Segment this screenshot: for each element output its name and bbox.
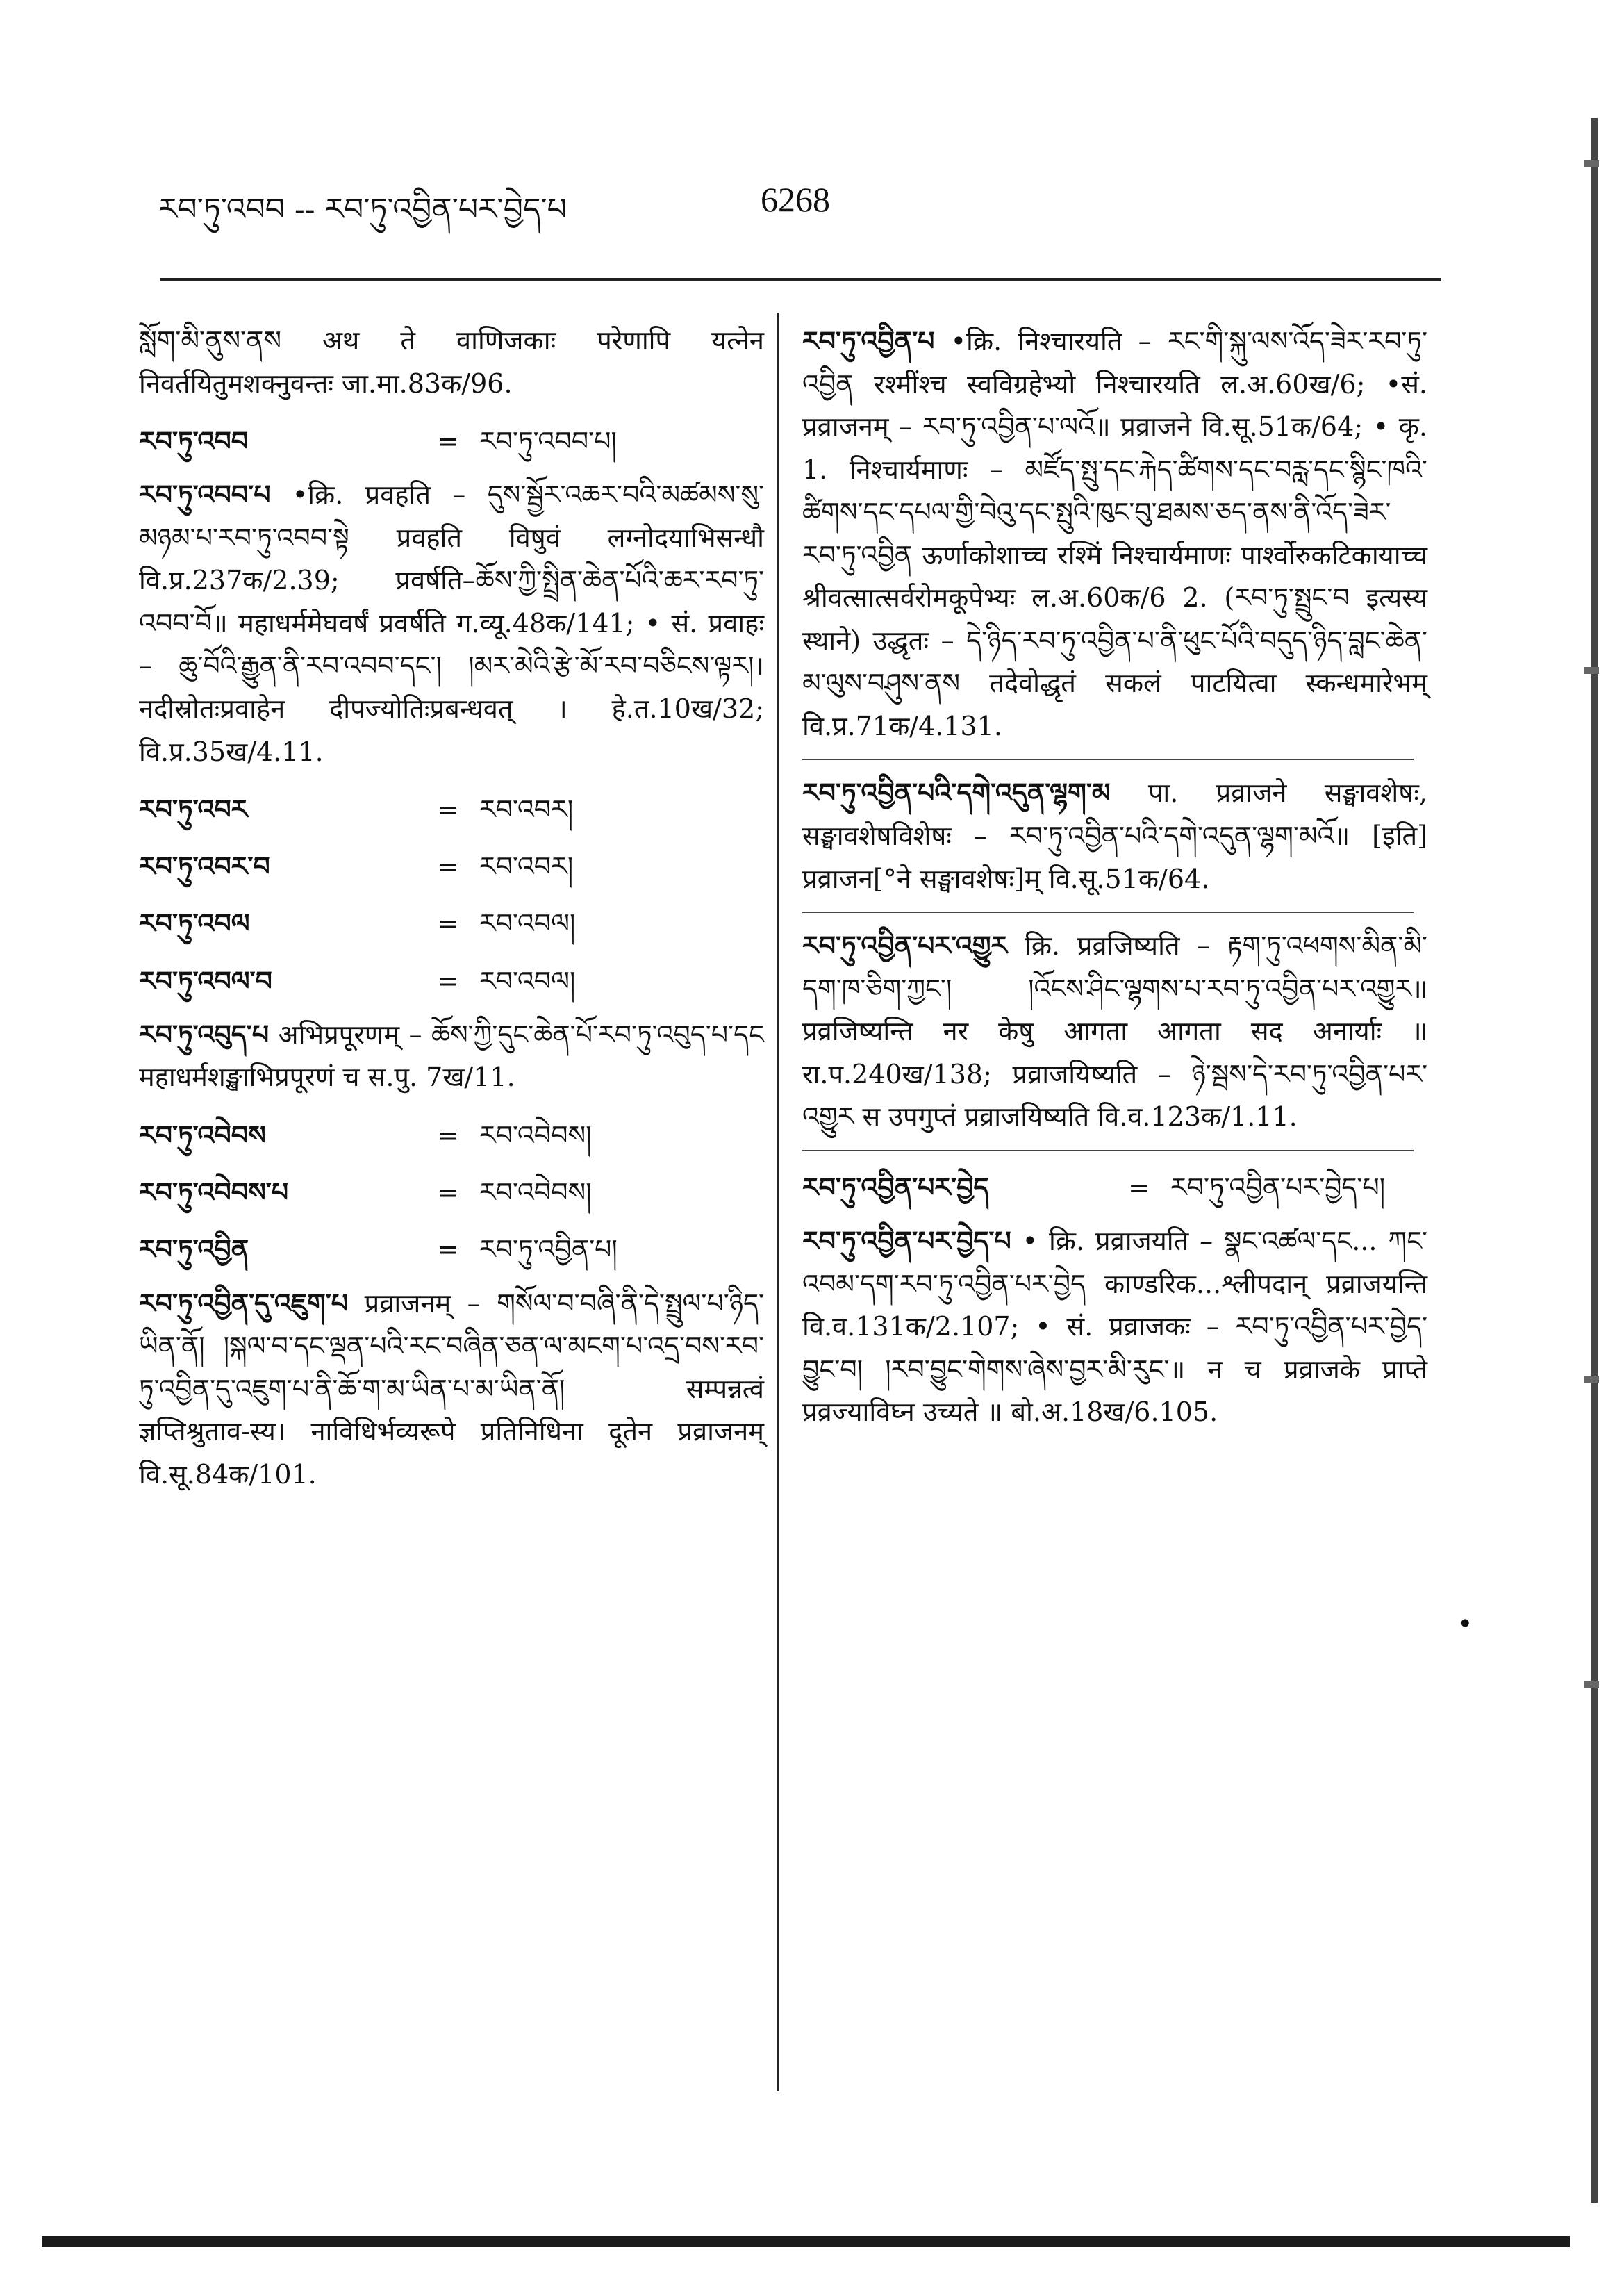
scan-speck bbox=[1584, 160, 1599, 167]
equals-sign: = bbox=[437, 908, 459, 939]
headword: རབ་ཏུ་འབྱིན་པར་བྱེད bbox=[802, 1171, 989, 1203]
entry-body: प्रव्राजनम् – གསོལ་བ་བཞི་ནི་དེ་སྤྲུལ་པ་ཉིད་ཡིན་ནོ། །སྐལ་བ་དང་ལྡན་པའི་རང་བཞིན་ཅན་ལ་མངག་པ་འདྲ་བས་རབ་ཏུ་འབྱིན་དུ་འཇུག་པ་ནི་ཆོ་ག་མ་ཡིན་པ་མ་ཡིན་ནོ། सम्पन्नत्वं ज्ञप्तिश्रुताव-स्य। नाविधिर्भव्यरूपे प्रतिनिधिना दूतेन प्रव्राजनम् वि.सू.84क/101. bbox=[139, 1287, 764, 1490]
column-divider bbox=[777, 313, 779, 2091]
entry-body: पा. प्रव्राजने सङ्घावशेषः, सङ्घावशेषविशेषः – རབ་ཏུ་འབྱིན་པའི་དགེ་འདུན་ལྷག་མའོ॥ [इति] प्रव्राजन[°ने सङ्घावशेषः]म् वि.सू.51क/64. bbox=[802, 777, 1427, 894]
xref-entry bbox=[139, 1167, 764, 1217]
headword: རབ་ཏུ་འབབ་པ bbox=[139, 479, 271, 511]
headword: རབ་ཏུ་འབབ bbox=[139, 425, 249, 457]
right-column bbox=[802, 320, 1427, 1445]
left-column bbox=[139, 320, 764, 1507]
equals-sign: = bbox=[437, 794, 459, 825]
dictionary-entry bbox=[802, 320, 1427, 748]
entry-continuation: སློག་མི་ནུས་ནས अथ ते वाणिजकाः परेणापि यत्नेन निवर्तयितुमशक्नुवन्तः जा.मा.83क/96. bbox=[139, 325, 764, 399]
dictionary-entry bbox=[139, 1013, 764, 1099]
xref-entry bbox=[139, 841, 764, 891]
xref-target: རབ་འབེབས། bbox=[479, 1177, 592, 1208]
headword: རབ་ཏུ་འབྱིན་དུ་འཇུག་པ bbox=[139, 1287, 349, 1319]
headword: རབ་ཏུ་འབྱིན་པར་འགྱུར bbox=[802, 930, 1008, 962]
xref-target: རབ་འབལ། bbox=[479, 908, 576, 939]
header-range: རབ་ཏུ་འབབ -- རབ་ཏུ་འབྱིན་པར་བྱེད་པ bbox=[158, 192, 567, 227]
headword: རབ་ཏུ་འབེབས་པ bbox=[139, 1176, 289, 1208]
entry-separator bbox=[802, 759, 1414, 760]
dictionary-entry bbox=[139, 1282, 764, 1497]
entry-body: •क्रि. प्रवहति – དུས་སྦྱོར་འཆར་བའི་མཚམས་སུ་མཉམ་པ་རབ་ཏུ་འབབ་སྟེ प्रवहति विषुवं लग्नोदयाभिसन्धौ वि.प्र.237क/2.39; प्रवर्षति–ཆོས་ཀྱི་སྤྲིན་ཆེན་པོའི་ཆར་རབ་ཏུ་འབབ་བོ॥ महाधर्ममेघवर्षं प्रवर्षति ग.व्यू.48क/141; • सं. प्रवाहः – ཆུ་བོའི་རྒྱུན་ནི་རབ་འབབ་དང་། །མར་མེའི་རྩེ་མོ་རབ་བཅིངས་ལྟར།। नदीस्रोतःप्रवाहेन दीपज्योतिःप्रबन्धवत् । हे.त.10ख/32; वि.प्र.35ख/4.11. bbox=[139, 479, 764, 767]
dictionary-entry bbox=[802, 1219, 1427, 1434]
xref-target: རབ་འབལ། bbox=[479, 965, 576, 996]
dictionary-entry bbox=[802, 771, 1427, 900]
headword: རབ་ཏུ་འབེབས bbox=[139, 1119, 266, 1151]
equals-sign: = bbox=[437, 965, 459, 996]
xref-target: རབ་ཏུ་འབྱིན་པར་བྱེད་པ། bbox=[1170, 1171, 1386, 1203]
entry-body: •क्रि. निश्चारयति – རང་གི་སྐུ་ལས་འོད་ཟེར་རབ་ཏུ་འབྱིན रश्मींश्च स्वविग्रहेभ्यो निश्चारयति ल.अ.60ख/6; •सं. प्रव्राजनम् – རབ་ཏུ་འབྱིན་པ་ལའོ॥ प्रव्राजने वि.सू.51क/64; • कृ. 1. निश्चार्यमाणः – མཛོད་སྤུ་དང་རྐེད་ཚིགས་དང་བརླ་དང་སྙིང་ཁའི་ཚིགས་དང་དཔལ་གྱི་བེའུ་དང་སྤུའི་ཁུང་བུ་ཐམས་ཅད་ནས་ནི་འོད་ཟེར་རབ་ཏུ་འབྱིན ऊर्णाकोशाच्च रश्मिं निश्चार्यमाणः पार्श्वोरुकटिकायाच्च श्रीवत्सात्सर्वरोमकूपेभ्यः ल.अ.60क/6 2. (རབ་ཏུ་སྤྲུང་བ इत्यस्य स्थाने) उद्धृतः – དེ་ཉིད་རབ་ཏུ་འབྱིན་པ་ནི་ཕུང་པོའི་བདུད་ཉིད་བླང་ཆེན་མ་ལུས་བཤུས་ནས तदेवोद्धृतं सकलं पाटयित्वा स्कन्धमारेभम् वि.प्र.71क/4.131. bbox=[802, 326, 1427, 741]
headword: རབ་ཏུ་འབར་བ bbox=[139, 850, 270, 882]
dictionary-entry bbox=[802, 924, 1427, 1139]
scan-speck bbox=[1584, 1376, 1599, 1383]
bottom-rule bbox=[42, 2236, 1570, 2247]
header-rule bbox=[160, 278, 1441, 281]
entry-body: • क्रि. प्रव्राजयति – སྣང་འཚལ་དང... ཀང་འབམ་དག་རབ་ཏུ་འབྱིན་པར་བྱེད काण्डरिक...श्लीपदान् प्रव्राजयन्ति वि.व.131क/2.107; • सं. प्रव्राजकः – རབ་ཏུ་འབྱིན་པར་བྱེད་བྱུང་བ། །རབ་བྱུང་གེགས་ཞེས་བྱར་མི་རུང་॥ न च प्रव्राजके प्राप्ते प्रव्रज्याविघ्न उच्यते ॥ बो.अ.18ख/6.105. bbox=[802, 1226, 1427, 1428]
equals-sign: = bbox=[437, 426, 459, 457]
xref-entry bbox=[139, 416, 764, 466]
xref-target: རབ་འབར། bbox=[479, 851, 574, 882]
equals-sign: = bbox=[1128, 1171, 1150, 1203]
headword: རབ་ཏུ་འབྱིན bbox=[139, 1233, 249, 1265]
xref-entry bbox=[139, 1110, 764, 1160]
equals-sign: = bbox=[437, 851, 459, 882]
entry-body: अभिप्रपूरणम् – ཆོས་ཀྱི་དུང་ཆེན་པོ་རབ་ཏུ་འབུད་པ་དང महाधर्मशङ्खाभिप्रपूरणं च स.पु. 7ख/11. bbox=[139, 1019, 764, 1093]
entry-body: क्रि. प्रव्रजिष्यति – རྟག་ཏུ་འཕགས་མིན་མི་དག་ཁ་ཅིག་ཀྱང་། །འོངས་ཤིང་ལྷགས་པ་རབ་ཏུ་འབྱིན་པར་འགྱུར॥ प्रव्रजिष्यन्ति नर केषु आगता आगता सद अनार्याः ॥ रा.प.240ख/138; प्रव्राजयिष्यति – ཉེ་སྦས་དེ་རབ་ཏུ་འབྱིན་པར་འགྱུར स उपगुप्तं प्रव्राजयिष्यति वि.व.123क/1.11. bbox=[802, 930, 1427, 1133]
headword: རབ་ཏུ་འབྱིན་པར་བྱེད་པ bbox=[802, 1225, 1011, 1257]
headword: རབ་ཏུ་འབལ་བ bbox=[139, 964, 272, 996]
equals-sign: = bbox=[437, 1234, 459, 1265]
entry-separator bbox=[802, 1150, 1414, 1151]
scan-speck bbox=[1584, 1681, 1599, 1688]
equals-sign: = bbox=[437, 1177, 459, 1208]
xref-target: རབ་འབེབས། bbox=[479, 1119, 592, 1151]
xref-entry bbox=[802, 1162, 1427, 1212]
xref-target: རབ་ཏུ་འབབ་པ། bbox=[479, 426, 617, 457]
headword: རབ་ཏུ་འབར bbox=[139, 793, 248, 825]
headword: རབ་ཏུ་འབུད་པ bbox=[139, 1018, 270, 1050]
xref-entry bbox=[139, 898, 764, 948]
xref-target: རབ་འབར། bbox=[479, 794, 574, 825]
headword: རབ་ཏུ་འབྱིན་པ bbox=[802, 325, 935, 356]
headword: རབ་ཏུ་འབྱིན་པའི་དགེ་འདུན་ལྷག་མ bbox=[802, 777, 1111, 809]
xref-entry bbox=[139, 784, 764, 834]
scan-edge bbox=[1591, 118, 1598, 2203]
scan-speck bbox=[1584, 667, 1599, 674]
margin-mark: • bbox=[1457, 1608, 1473, 1639]
xref-target: རབ་ཏུ་འབྱིན་པ། bbox=[479, 1234, 618, 1265]
equals-sign: = bbox=[437, 1119, 459, 1151]
xref-entry bbox=[139, 1224, 764, 1274]
headword: རབ་ཏུ་འབལ bbox=[139, 907, 250, 939]
dictionary-entry bbox=[139, 473, 764, 773]
entry-separator bbox=[802, 912, 1414, 913]
page-number: 6268 bbox=[761, 180, 830, 219]
xref-entry bbox=[139, 956, 764, 1006]
